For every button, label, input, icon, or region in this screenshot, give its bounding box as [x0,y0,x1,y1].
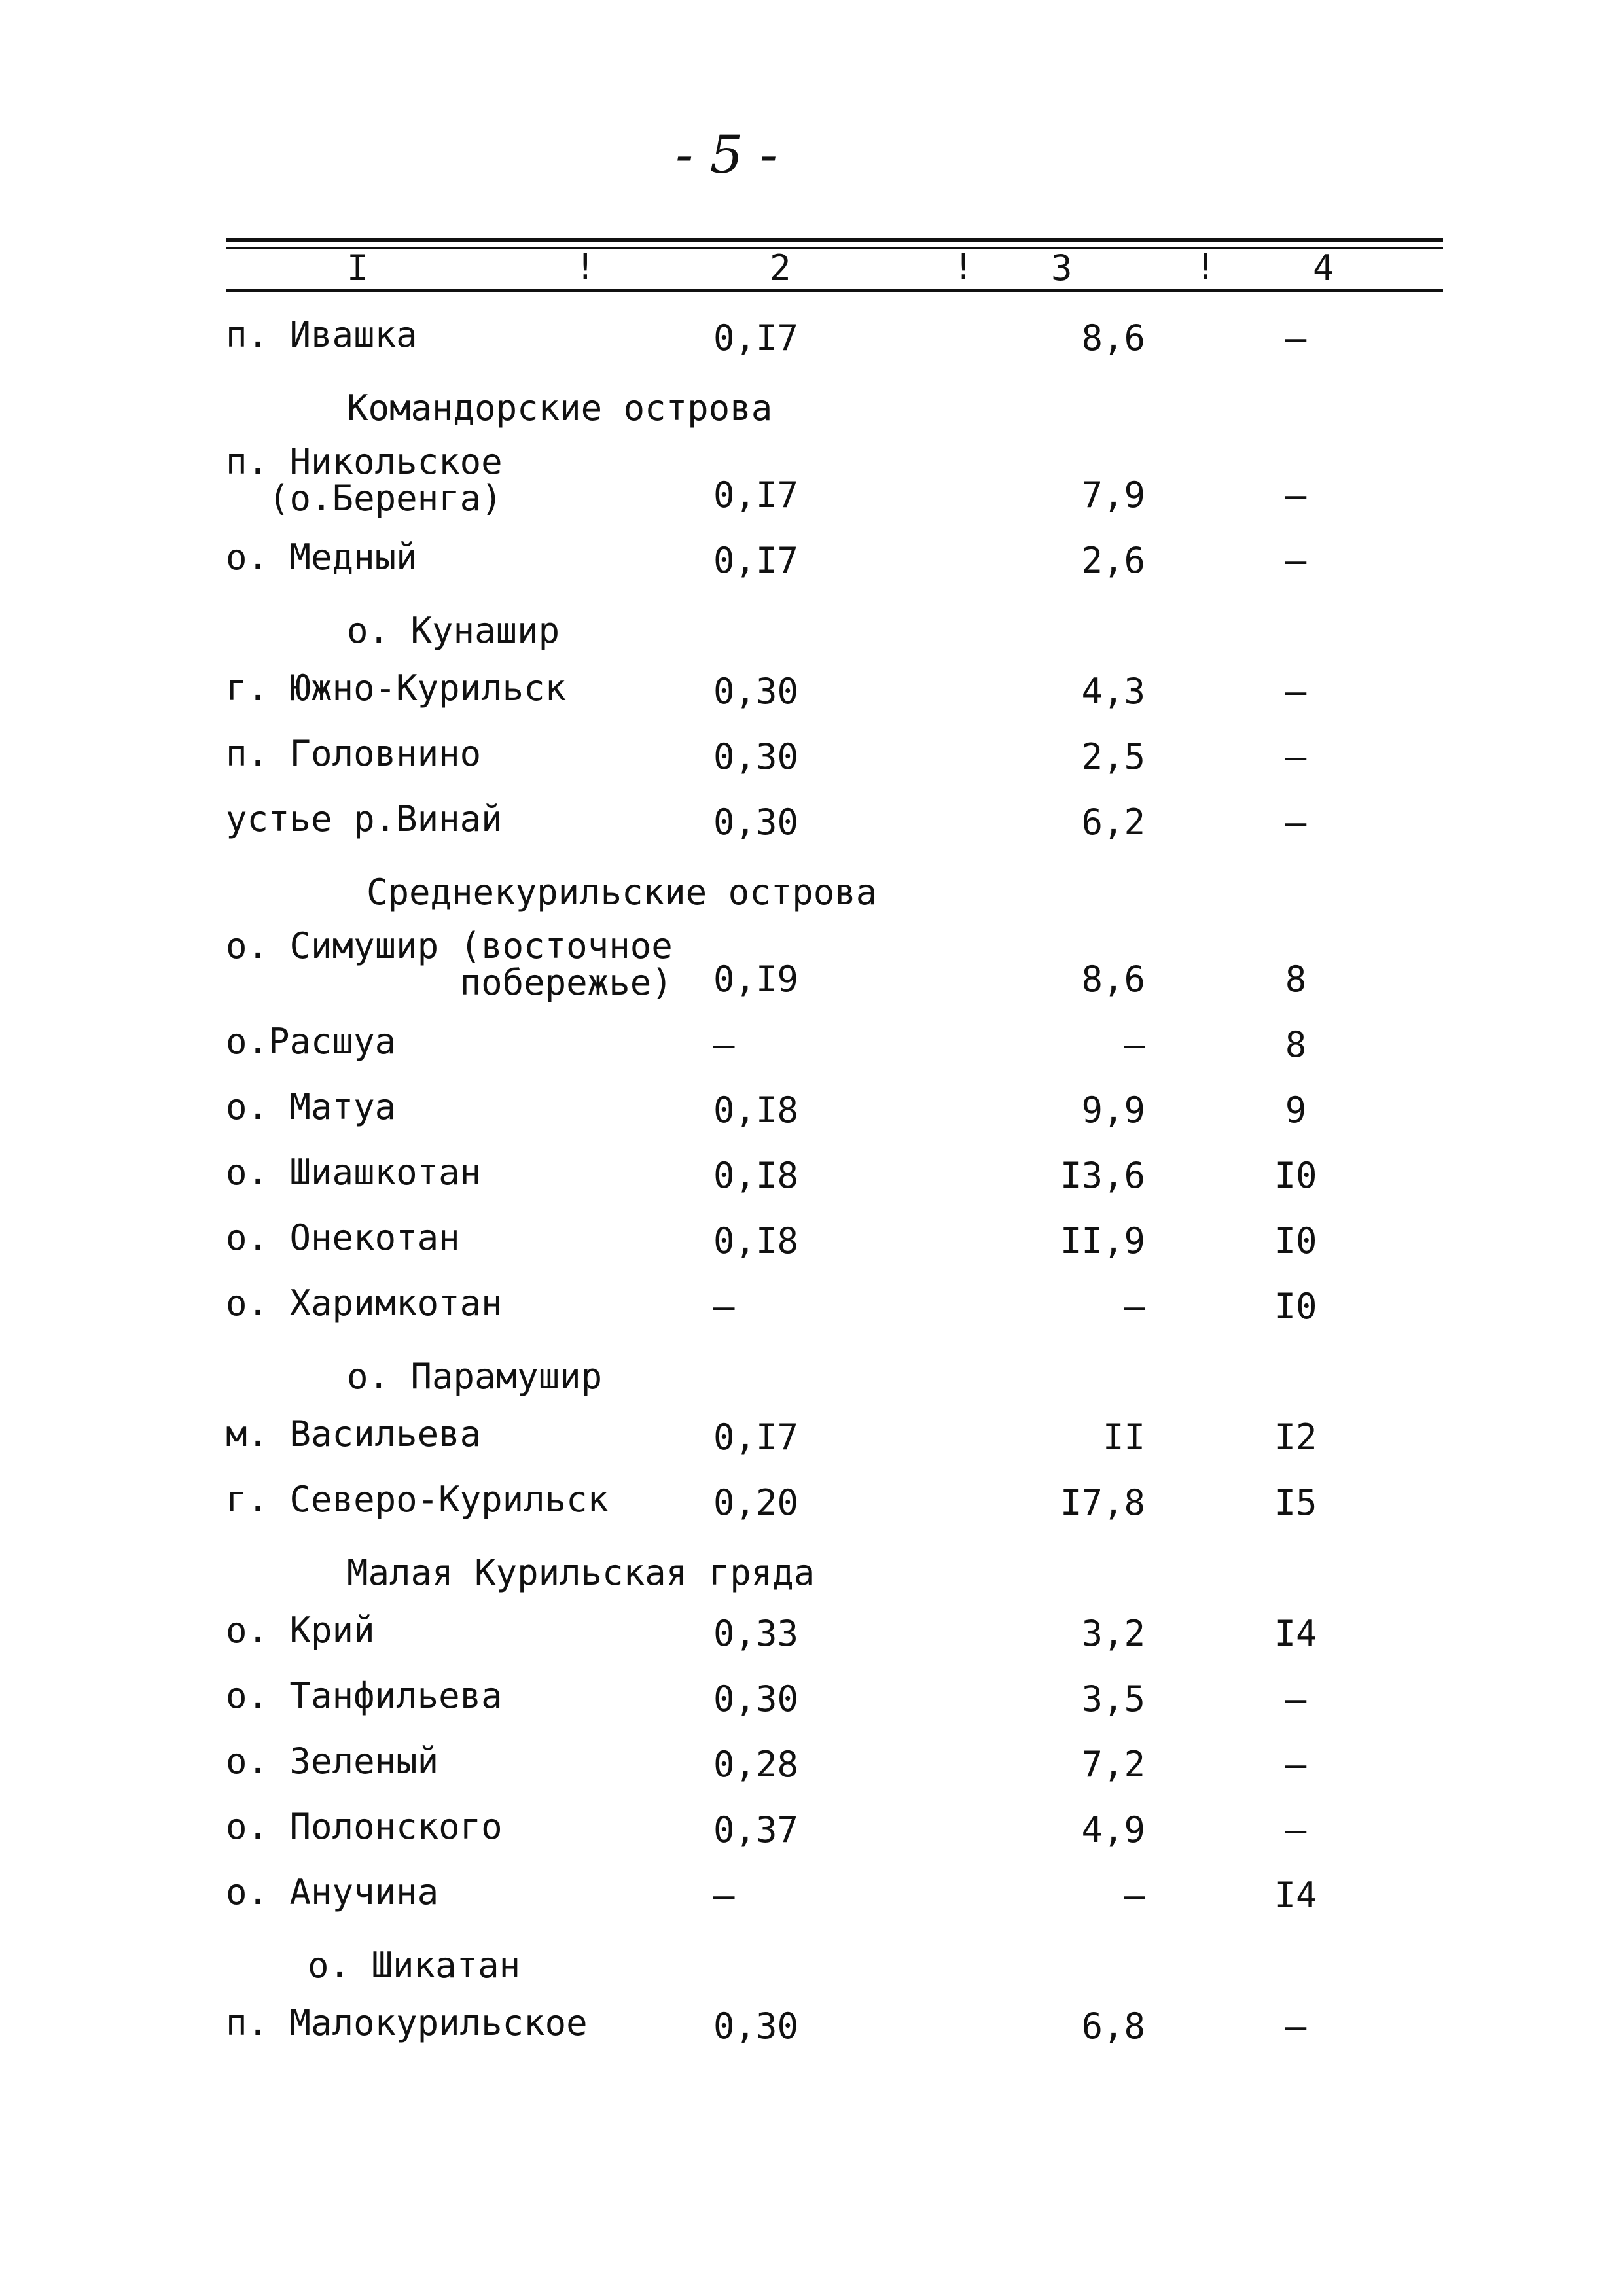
group-label: о. Шикатан [308,1945,521,1986]
row-col-3: 8,6 [1081,317,1145,359]
row-col-2: 0,I7 [713,1417,799,1458]
row-col-4: 8 [1285,1024,1307,1065]
row-col-3: I3,6 [1060,1155,1145,1196]
row-name: о. Крий [226,1610,375,1651]
table-group-heading [0,857,1623,923]
row-col-2: 0,30 [713,671,799,712]
table-row [0,1276,1623,1341]
row-col-4: I5 [1274,1482,1317,1523]
row-col-3: 6,8 [1081,2005,1145,2047]
row-col-3: 6,2 [1081,802,1145,843]
row-name: о. Анучина [226,1871,439,1913]
row-col-2: 0,I8 [713,1089,799,1131]
table-group-heading [0,1930,1623,1996]
row-col-2: 0,I7 [713,540,799,581]
row-col-3: II,9 [1060,1220,1145,1262]
table-row [0,438,1623,530]
header-separator: ! [575,246,596,287]
row-col-3: 8,6 [1081,959,1145,1000]
row-col-3: 2,5 [1081,736,1145,777]
row-col-4: 9 [1285,1089,1307,1131]
row-col-4: I0 [1274,1286,1317,1327]
table-row [0,1734,1623,1799]
group-label: о. Парамушир [347,1356,603,1397]
row-col-4: – [1285,736,1307,777]
table-row [0,1996,1623,2061]
table-row [0,530,1623,595]
table-row [0,1080,1623,1145]
row-col-2: 0,30 [713,802,799,843]
row-col-4: I4 [1274,1875,1317,1916]
row-col-4: – [1285,317,1307,359]
row-col-3: 7,2 [1081,1744,1145,1785]
table-row [0,792,1623,857]
table-row [0,1210,1623,1276]
row-col-2: 0,20 [713,1482,799,1523]
row-col-2: – [713,1286,735,1327]
row-col-4: I0 [1274,1155,1317,1196]
table-header-rule [226,289,1443,292]
table-row [0,726,1623,792]
row-col-2: 0,28 [713,1744,799,1785]
group-label: Малая Курильская гряда [347,1552,815,1593]
table-row [0,1865,1623,1930]
row-name: о. Полонского [226,1806,503,1847]
row-col-4: – [1285,671,1307,712]
header-col-3: 3 [1051,247,1073,289]
row-col-3: 3,2 [1081,1613,1145,1654]
row-col-2: – [713,1875,735,1916]
row-col-4: – [1285,2005,1307,2047]
row-col-4: – [1285,1809,1307,1850]
row-name: о.Расшуа [226,1021,397,1062]
table-row [0,1799,1623,1865]
header-col-1: I [347,247,368,289]
table-group-heading [0,1341,1623,1407]
row-name: о. Харимкотан [226,1282,503,1324]
row-name: о. Шиашкотан [226,1152,482,1193]
row-col-2: 0,30 [713,736,799,777]
row-name: о. Матуа [226,1086,397,1127]
row-col-3: II [1102,1417,1145,1458]
header-col-2: 2 [770,247,791,289]
row-col-3: 7,9 [1081,474,1145,516]
row-name: п. Никольское (о.Беренга) [226,441,503,519]
row-name: о. Танфильева [226,1675,503,1716]
row-col-2: 0,I8 [713,1155,799,1196]
row-col-2: 0,I7 [713,474,799,516]
row-name: о. Медный [226,537,418,578]
row-col-3: 4,9 [1081,1809,1145,1850]
row-col-4: – [1285,802,1307,843]
table-top-rule-1 [226,238,1443,242]
row-name: о. Зеленый [226,1740,439,1782]
row-col-3: 9,9 [1081,1089,1145,1131]
header-col-4: 4 [1313,247,1334,289]
row-col-2: 0,I8 [713,1220,799,1262]
table-group-heading [0,1538,1623,1603]
table-group-heading [0,373,1623,438]
row-col-2: 0,33 [713,1613,799,1654]
group-label: Командорские острова [347,387,773,429]
row-col-3: – [1124,1024,1145,1065]
row-col-4: – [1285,1744,1307,1785]
row-name: п. Малокурильское [226,2002,588,2043]
row-col-2: 0,I9 [713,959,799,1000]
row-col-3: 4,3 [1081,671,1145,712]
row-name: г. Южно-Курильск [226,667,567,709]
row-col-2: 0,30 [713,2005,799,2047]
row-name: о. Онекотан [226,1217,460,1258]
table-row [0,661,1623,726]
row-name: о. Симушир (восточное побережье) [226,925,673,1003]
row-col-3: 2,6 [1081,540,1145,581]
row-col-3: 3,5 [1081,1678,1145,1720]
table-body [0,308,1623,2061]
row-col-4: I2 [1274,1417,1317,1458]
table-row [0,1407,1623,1472]
header-separator: ! [1195,246,1217,287]
table-row [0,1145,1623,1210]
table-row [0,1014,1623,1080]
row-col-3: – [1124,1286,1145,1327]
page-number: - 5 - [675,124,777,185]
table-row [0,1669,1623,1734]
row-col-3: – [1124,1875,1145,1916]
row-col-4: – [1285,540,1307,581]
table-row [0,1603,1623,1669]
row-name: г. Северо-Курильск [226,1479,609,1520]
header-separator: ! [953,246,974,287]
row-col-4: – [1285,1678,1307,1720]
row-col-2: 0,I7 [713,317,799,359]
table-row [0,923,1623,1014]
row-col-2: 0,37 [713,1809,799,1850]
row-col-4: 8 [1285,959,1307,1000]
row-name: п. Головнино [226,733,482,774]
table-group-heading [0,595,1623,661]
table-row [0,308,1623,373]
row-col-2: – [713,1024,735,1065]
row-col-4: I0 [1274,1220,1317,1262]
table-top-rule-2 [226,247,1443,249]
group-label: Среднекурильские острова [366,872,878,913]
table-row [0,1472,1623,1538]
row-col-3: I7,8 [1060,1482,1145,1523]
row-col-2: 0,30 [713,1678,799,1720]
row-col-4: I4 [1274,1613,1317,1654]
row-name: п. Ивашка [226,314,418,355]
row-col-4: – [1285,474,1307,516]
row-name: м. Васильева [226,1413,482,1455]
row-name: устье р.Винай [226,798,503,839]
group-label: о. Кунашир [347,610,560,651]
